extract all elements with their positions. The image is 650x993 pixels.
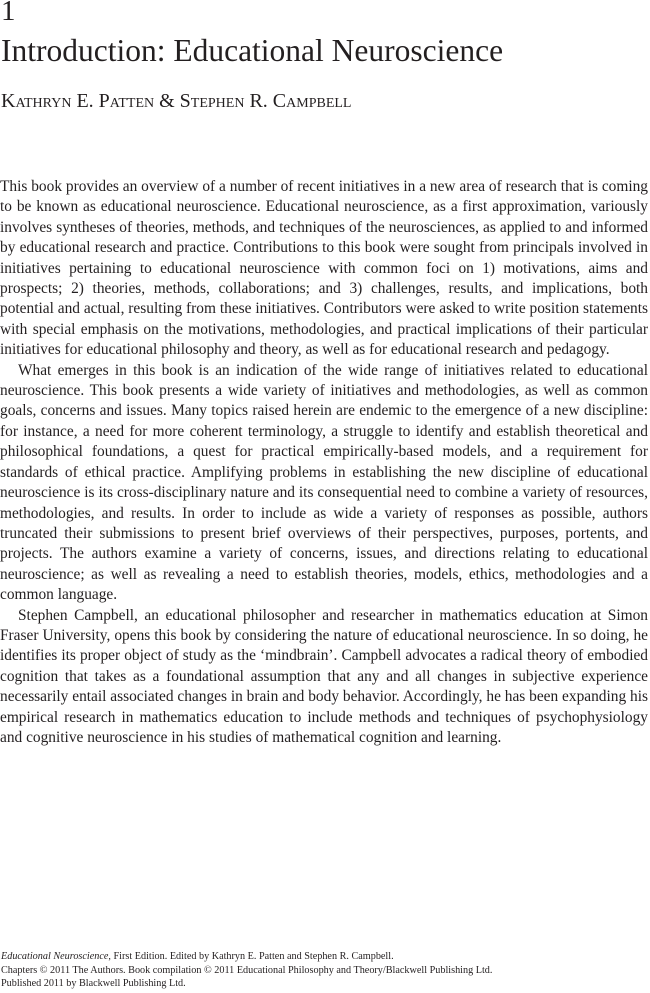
chapter-authors: Kathryn E. Patten & Stephen R. Campbell bbox=[1, 90, 352, 112]
footer-book-title: Educational Neuroscience bbox=[1, 951, 109, 962]
footer-copyright-line: Chapters © 2011 The Authors. Book compilation © 2011 Educational Philosophy and Theory/Blackwell Publishing Ltd. bbox=[1, 964, 493, 976]
body-paragraph-1: This book provides an overview of a number of recent initiatives in a new area of research that is coming to be known as educational neuroscience. Educational neuroscience, as a first approximation, variously involves syntheses of theories, methods, and techniques of the neurosciences, as applied to and informed by educational research and practice. Contributions to this book were sought from principals involved in initiatives pertaining to educational neuroscience with common foci on 1) motivations, aims and prospects; 2) theories, methods, collaborations; and 3) challenges, results, and implications, both potential and actual, resulting from these initiatives. Contributors were asked to write position statements with special emphasis on the motivations, methodologies, and practical implications of their particular initiatives for educational philosophy and theory, as well as for educational research and pedagogy. bbox=[0, 178, 648, 359]
chapter-title: Introduction: Educational Neuroscience bbox=[1, 33, 504, 68]
chapter-number: 1 bbox=[1, 0, 16, 27]
body-paragraph-3: Stephen Campbell, an educational philosopher and researcher in mathematics education at Simon Fraser University, opens this book by considering the nature of educational neuroscience. In so doing, he identifies its proper object of study as the ‘mindbrain’. Campbell advocates a radical theory of embodied cognition that takes as a foundational assumption that any and all changes in subjective experience necessarily entail associated changes in brain and body behavior. Accordingly, he has been expanding his empirical research in mathematics education to include methods and techniques of psychophysiology and cognitive neuroscience in his studies of mathematical cognition and learning. bbox=[0, 606, 648, 746]
footer-edition-text: , First Edition. Edited by Kathryn E. Patten and Stephen R. Campbell. bbox=[108, 951, 394, 962]
chapter-body bbox=[0, 177, 648, 748]
copyright-footer bbox=[1, 950, 649, 991]
body-paragraph-2: What emerges in this book is an indication of the wide range of initiatives related to educational neuroscience. This book presents a wide variety of initiatives and methodologies, as well as common goals, concerns and issues. Many topics raised herein are endemic to the emergence of a new discipline: for instance, a need for more coherent terminology, a struggle to identify and establish theoretical and philosophical foundations, a quest for practical empirically-based models, and a requirement for standards of ethical practice. Amplifying problems in establishing the new discipline of educational neuroscience is its cross-disciplinary nature and its consequential need to combine a variety of resources, methodologies, and results. In order to include as wide a variety of responses as possible, authors truncated their submissions to present brief overviews of their perspectives, purposes, portents, and projects. The authors examine a variety of concerns, issues, and directions relating to educational neuroscience; as well as revealing a need to establish theories, models, ethics, methodologies and a common language. bbox=[0, 361, 648, 604]
footer-published-line: Published 2011 by Blackwell Publishing Ltd. bbox=[1, 978, 186, 990]
footer-edition-line bbox=[1, 950, 649, 964]
